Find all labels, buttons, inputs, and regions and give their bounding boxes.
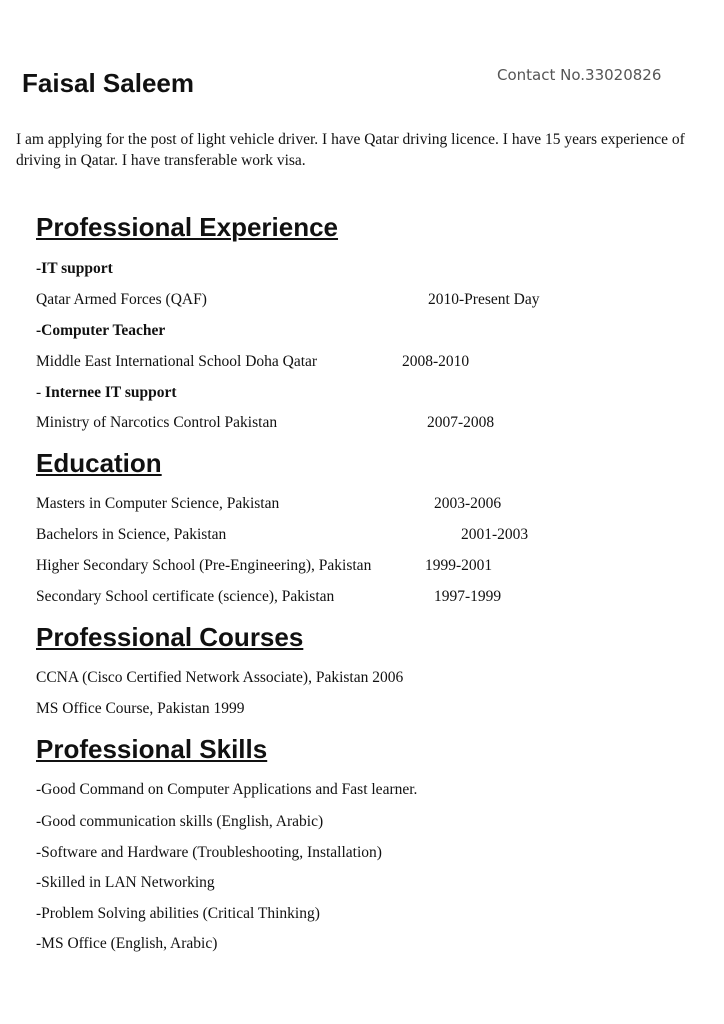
experience-title-2: -Computer Teacher [36,322,166,339]
experience-heading: Professional Experience [36,212,339,242]
education-degree-2: Bachelors in Science, Pakistan [36,526,227,543]
experience-dates-3: 2007-2008 [427,414,495,431]
skill-item-1: -Good Command on Computer Applications and Fast learner. [36,781,418,798]
experience-dates-2: 2008-2010 [402,353,470,370]
experience-org-2: Middle East International School Doha Qatar [36,353,318,370]
education-dates-3: 1999-2001 [425,557,493,574]
course-item-1: CCNA (Cisco Certified Network Associate), Pakistan 2006 [36,669,404,686]
education-degree-1: Masters in Computer Science, Pakistan [36,495,280,512]
education-degree-4: Secondary School certificate (science), Pakistan [36,588,335,605]
skill-item-3: -Software and Hardware (Troubleshooting, Installation) [36,844,382,861]
experience-dates-1: 2010-Present Day [428,291,540,308]
education-dates-4: 1997-1999 [434,588,502,605]
contact-number: Contact No.33020826 [497,66,662,84]
education-degree-3: Higher Secondary School (Pre-Engineering), Pakistan [36,557,372,574]
courses-heading: Professional Courses [36,622,304,652]
course-item-2: MS Office Course, Pakistan 1999 [36,700,245,717]
skill-item-5: -Problem Solving abilities (Critical Thinking) [36,905,320,922]
education-dates-1: 2003-2006 [434,495,502,512]
experience-org-1: Qatar Armed Forces (QAF) [36,291,207,308]
applicant-name: Faisal Saleem [22,68,194,98]
skill-item-6: -MS Office (English, Arabic) [36,935,218,952]
summary-paragraph: I am applying for the post of light vehicle driver. I have Qatar driving licence. I have 15 years experience of driving in Qatar. I have transferable work visa. [16,131,685,169]
education-dates-2: 2001-2003 [461,526,529,543]
experience-org-3: Ministry of Narcotics Control Pakistan [36,414,278,431]
skills-heading: Professional Skills [36,734,268,764]
skill-item-2: -Good communication skills (English, Arabic) [36,813,324,830]
skill-item-4: -Skilled in LAN Networking [36,874,215,891]
experience-title-3-prefix: - [36,384,46,401]
experience-title-3-text: Internee IT support [45,384,177,401]
experience-title-3 [36,384,177,402]
education-heading: Education [36,448,162,478]
experience-title-1: -IT support [36,260,113,277]
